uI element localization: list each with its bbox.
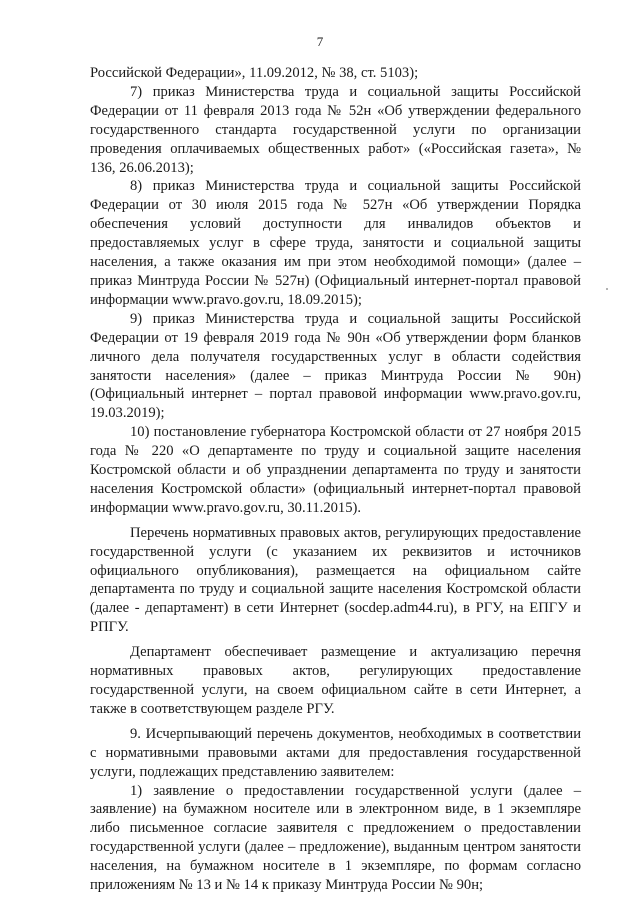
paragraph-subitem-1: 1) заявление о предоставлении государственной услуги (далее – заявление) на бумажном носителе или в электронном виде, в 1 экземпляре либо письменное согласие заявителя с предложением о предоставлении государственной услуги (далее – предложение), выданным центром занятости населения, на бумажном носителе в 1 экземпляре, по формам согласно приложениям № 13 и № 14 к приказу Минтруда России № 90н; — [90, 782, 581, 894]
paragraph-item-8: 8) приказ Министерства труда и социальной защиты Российской Федерации от 30 июля 2015 года № 527н «Об утверждении Порядка обеспечения условий доступности для инвалидов объектов и предоставляемых услуг в сфере труда, занятости и социальной защиты населения, а также оказания им при этом необходимой помощи» (далее – приказ Минтруда России № 527н) (Официальный интернет-портал правовой информации www.pravo.gov.ru, 18.09.2015); — [90, 178, 581, 308]
paragraph-item-9: 9) приказ Министерства труда и социальной защиты Российской Федерации от 19 февраля 2019 года № 90н «Об утверждении форм бланков личного дела получателя государственных услуг в области содействия занятости населения» (далее – приказ Минтруда России № 90н) (Официальный интернет – портал правовой информации www.pravo.gov.ru, 19.03.2019); — [90, 310, 581, 422]
paragraph-continuation: Российской Федерации», 11.09.2012, № 38, ст. 5103); — [90, 65, 419, 81]
document-body — [90, 64, 581, 895]
page-number: 7 — [316, 34, 324, 49]
scan-speck — [606, 288, 608, 290]
paragraph-section-9: 9. Исчерпывающий перечень документов, необходимых в соответствии с нормативными правовыми актами для предоставления государственной услуги, подлежащих представлению заявителем: — [90, 725, 581, 780]
paragraph-item-10: 10) постановление губернатора Костромской области от 27 ноября 2015 года № 220 «О департаменте по труду и социальной защите населения Костромской области и об упразднении департамента по труду и занятости населения Костромской области» (официальный интернет-портал правовой информации www.pravo.gov.ru, 30.11.2015). — [90, 424, 581, 516]
paragraph-item-7: 7) приказ Министерства труда и социальной защиты Российской Федерации от 11 февраля 2013 года № 52н «Об утверждении федерального государственного стандарта государственной услуги по организации проведения оплачиваемых общественных работ» («Российская газета», № 136, 26.06.2013); — [90, 83, 581, 176]
paragraph-list-placement: Перечень нормативных правовых актов, регулирующих предоставление государственной услуги (с указанием их реквизитов и источников официального опубликования), размещается на официальном сайте департамента по труду и социальной защите населения Костромской области (далее - департамент) в сети Интернет (socdep.adm44.ru), в РГУ, на ЕПГУ и РПГУ. — [90, 524, 581, 636]
paragraph-department-duty: Департамент обеспечивает размещение и актуализацию перечня нормативных правовых актов, регулирующих предоставление государственной услуги, на своем официальном сайте в сети Интернет, а также в соответствующем разделе РГУ. — [90, 644, 581, 717]
